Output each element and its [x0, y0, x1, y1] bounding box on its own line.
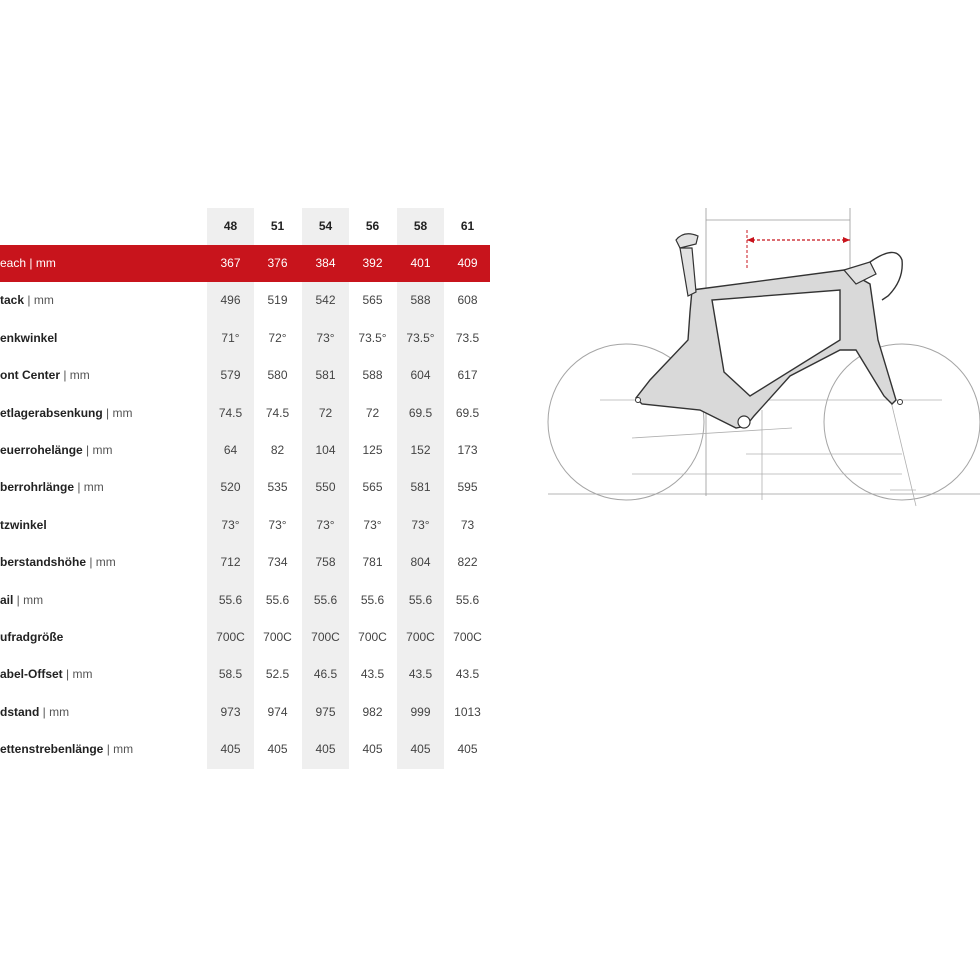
table-cell: 804: [410, 555, 431, 570]
table-cell: 588: [410, 293, 431, 308]
table-cell: 973: [220, 704, 241, 719]
table-row: [0, 357, 490, 394]
table-cell: 73°: [316, 330, 335, 345]
table-cell: 974: [267, 704, 288, 719]
saddle: [676, 234, 698, 248]
table-cell: 82: [270, 443, 285, 457]
table-cell: 401: [410, 256, 431, 270]
table-cell: 72: [365, 405, 380, 420]
table-cell: 73: [460, 517, 475, 532]
size-header-cell: 51: [270, 219, 285, 233]
table-row: [0, 544, 490, 581]
table-cell: 73.5°: [406, 330, 435, 345]
row-unit: | mm: [39, 704, 70, 719]
table-cell: 700C: [453, 630, 482, 644]
table-cell: 1013: [454, 704, 481, 719]
row-label-text: berrohrlänge: [0, 480, 75, 495]
row-label: [0, 656, 92, 693]
reach-arrow-right: [843, 237, 850, 243]
table-cell: 152: [410, 443, 431, 457]
table-cell: 73°: [221, 517, 240, 532]
row-label: [0, 320, 57, 357]
table-cell: 73.5: [455, 330, 480, 345]
table-cell: 542: [315, 293, 336, 308]
row-label: [0, 731, 133, 768]
table-cell: 405: [220, 742, 241, 757]
row-label: [0, 282, 54, 319]
table-cell: 392: [362, 256, 383, 270]
bb-line: [632, 428, 792, 438]
table-cell: 822: [457, 555, 478, 570]
row-unit: | mm: [26, 256, 56, 270]
table-row: [0, 395, 490, 432]
table-cell: 72: [318, 405, 333, 420]
table-cell: 496: [220, 293, 241, 308]
row-label: [0, 619, 63, 656]
front-wheel: [824, 344, 980, 500]
table-cell: 72°: [268, 330, 287, 345]
row-unit: | mm: [74, 480, 104, 495]
table-cell: 595: [457, 480, 478, 495]
table-cell: 46.5: [313, 667, 338, 682]
row-label-text: each: [0, 256, 27, 270]
table-row: [0, 245, 490, 282]
table-cell: 73°: [316, 517, 335, 532]
row-unit: | mm: [13, 592, 44, 607]
table-cell: 73°: [363, 517, 382, 532]
row-label: [0, 507, 47, 544]
frame-main: [636, 270, 896, 428]
table-cell: 73°: [268, 517, 287, 532]
row-label-text: tack: [0, 293, 25, 308]
table-cell: 580: [267, 368, 288, 383]
row-label: [0, 357, 90, 394]
table-cell: 55.6: [265, 592, 290, 607]
table-row: [0, 582, 490, 619]
table-cell: 74.5: [218, 405, 243, 420]
table-cell: 52.5: [265, 667, 290, 682]
table-cell: 700C: [406, 630, 435, 644]
table-cell: 71°: [221, 330, 240, 345]
table-row: [0, 320, 490, 357]
table-cell: 58.5: [218, 667, 243, 682]
row-label-text: ufradgröße: [0, 630, 64, 644]
row-unit: | mm: [86, 555, 116, 570]
size-header-cell: 56: [365, 219, 380, 233]
table-cell: 55.6: [408, 592, 433, 607]
front-dropout: [898, 400, 903, 405]
table-cell: 69.5: [408, 405, 433, 420]
table-cell: 519: [267, 293, 288, 308]
row-label: [0, 395, 132, 432]
table-cell: 982: [362, 704, 383, 719]
table-cell: 409: [457, 256, 478, 270]
table-cell: 550: [315, 480, 336, 495]
table-cell: 579: [220, 368, 241, 383]
table-row: [0, 731, 490, 768]
table-cell: 520: [220, 480, 241, 495]
row-label-text: euerrohelänge: [0, 443, 83, 457]
row-label-text: etlagerabsenkung: [0, 405, 103, 420]
row-unit: | mm: [102, 405, 133, 420]
table-cell: 581: [410, 480, 431, 495]
row-label: [0, 544, 116, 581]
row-label: [0, 582, 43, 619]
row-label-text: abel-Offset: [0, 667, 63, 682]
table-cell: 55.6: [360, 592, 385, 607]
table-cell: 999: [410, 704, 431, 719]
table-cell: 43.5: [408, 667, 433, 682]
table-cell: 367: [220, 256, 241, 270]
table-cell: 376: [267, 256, 288, 270]
table-cell: 405: [457, 742, 478, 757]
rear-dropout: [636, 398, 641, 403]
reach-arrow-left: [747, 237, 754, 243]
table-cell: 604: [410, 368, 431, 383]
table-cell: 73.5°: [358, 330, 387, 345]
table-row: [0, 507, 490, 544]
table-row: [0, 469, 490, 506]
bottom-bracket: [738, 416, 750, 428]
table-cell: 405: [362, 742, 383, 757]
table-cell: 74.5: [265, 405, 290, 420]
table-row: [0, 432, 490, 469]
row-unit: | mm: [82, 443, 113, 457]
row-label-text: dstand: [0, 704, 40, 719]
table-cell: 173: [457, 443, 478, 457]
table-cell: 565: [362, 293, 383, 308]
row-label: [0, 694, 69, 731]
table-cell: 734: [267, 555, 288, 570]
row-label-text: tzwinkel: [0, 517, 47, 532]
table-row: [0, 694, 490, 731]
size-header-cell: 54: [318, 219, 333, 233]
table-cell: 565: [362, 480, 383, 495]
table-cell: 781: [362, 555, 383, 570]
table-cell: 700C: [311, 630, 340, 644]
row-unit: | mm: [60, 368, 90, 383]
table-cell: 608: [457, 293, 478, 308]
table-cell: 700C: [263, 630, 292, 644]
table-cell: 617: [457, 368, 478, 383]
size-header-cell: 61: [460, 219, 475, 233]
table-row: [0, 656, 490, 693]
table-cell: 43.5: [360, 667, 385, 682]
table-row: [0, 619, 490, 656]
table-cell: 975: [315, 704, 336, 719]
table-cell: 55.6: [218, 592, 243, 607]
table-cell: 758: [315, 555, 336, 570]
table-cell: 405: [410, 742, 431, 757]
table-cell: 588: [362, 368, 383, 383]
table-cell: 405: [267, 742, 288, 757]
size-header-cell: 48: [223, 219, 238, 233]
row-label-text: enkwinkel: [0, 330, 58, 345]
table-cell: 384: [315, 256, 336, 270]
seat-post: [680, 248, 696, 296]
table-cell: 712: [220, 555, 241, 570]
row-label: [0, 432, 112, 469]
table-cell: 55.6: [313, 592, 338, 607]
table-cell: 69.5: [455, 405, 480, 420]
table-cell: 125: [362, 443, 383, 457]
handlebar: [870, 252, 902, 300]
table-row: [0, 282, 490, 319]
row-unit: | mm: [24, 293, 54, 308]
table-cell: 43.5: [455, 667, 480, 682]
row-label: [0, 245, 56, 282]
table-cell: 581: [315, 368, 336, 383]
size-header-row: [0, 208, 490, 245]
bike-geometry-diagram: [540, 200, 980, 520]
table-cell: 73°: [411, 517, 430, 532]
table-cell: 405: [315, 742, 336, 757]
size-header-cell: 58: [413, 219, 428, 233]
row-unit: | mm: [62, 667, 93, 682]
table-cell: 700C: [216, 630, 245, 644]
table-cell: 64: [223, 443, 238, 457]
table-cell: 535: [267, 480, 288, 495]
row-label-text: ail: [0, 592, 14, 607]
row-unit: | mm: [103, 742, 134, 757]
row-label: [0, 469, 104, 506]
table-cell: 55.6: [455, 592, 480, 607]
table-cell: 104: [315, 443, 336, 457]
row-label-text: berstandshöhe: [0, 555, 87, 570]
table-cell: 700C: [358, 630, 387, 644]
row-label-text: ont Center: [0, 368, 60, 383]
row-label-text: ettenstrebenlänge: [0, 742, 104, 757]
